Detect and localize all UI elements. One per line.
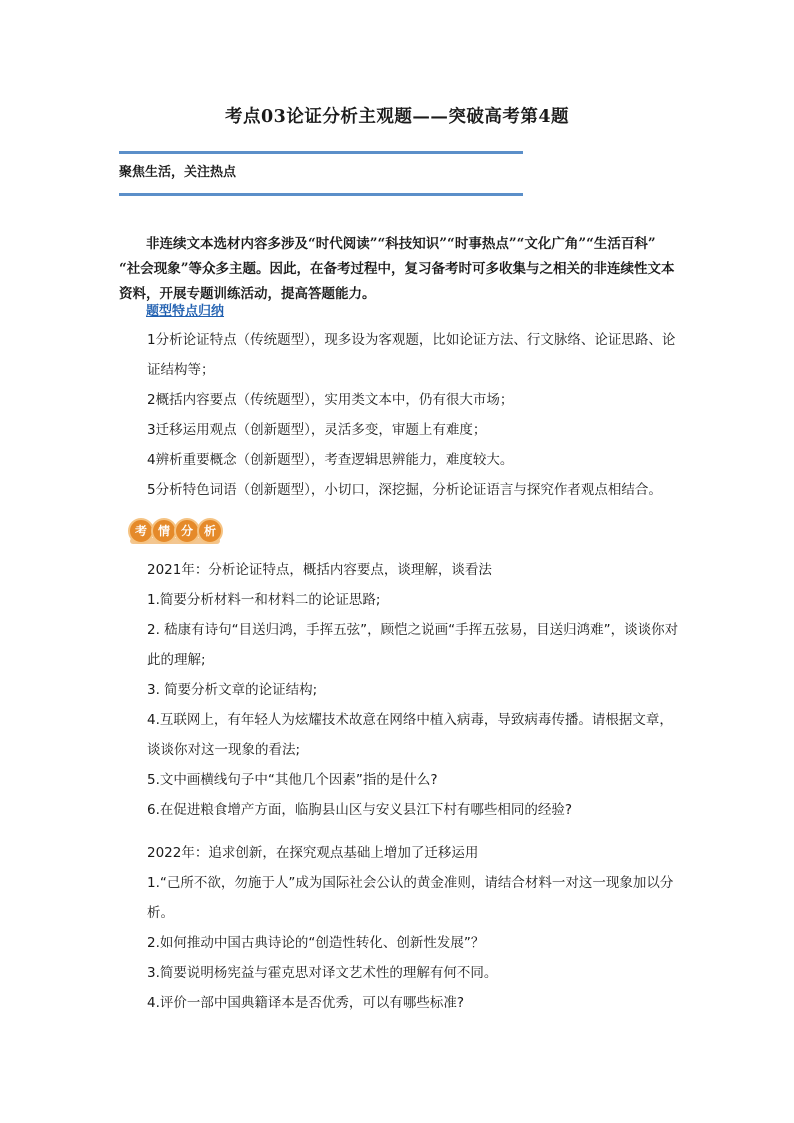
- badge-char: 析: [197, 518, 223, 544]
- bottom-divider: [119, 193, 523, 196]
- feature-item: 1分析论证特点（传统题型），现多设为客观题，比如论证方法、行文脉络、论证思路、论证结构等；: [147, 332, 676, 378]
- intro-paragraph: 非连续文本选材内容多涉及“时代阅读”“科技知识”“时事热点”“文化广角”“生活百科” “社会现象”等众多主题。因此，在备考过程中，复习备考时可多收集与之相关的非连续性文本资料，开展专题训练活动，提高答题能力。: [119, 236, 675, 302]
- badge-char: 考: [128, 518, 154, 544]
- year-heading-2021: 2021年：分析论证特点，概括内容要点，谈理解，谈看法: [147, 562, 492, 578]
- question-item: 1.简要分析材料一和材料二的论证思路;: [147, 592, 381, 608]
- features-list: [119, 325, 679, 505]
- question-item: 3. 简要分析文章的论证结构;: [147, 682, 318, 698]
- question-item: 2. 嵇康有诗句“目送归鸿，手挥五弦”，顾恺之说画“手挥五弦易，目送归鸿难”，谈谈你对此的理解;: [147, 622, 679, 668]
- section-2021: [119, 555, 679, 825]
- section-2022: [119, 838, 679, 1018]
- year-heading-2022: 2022年：追求创新，在探究观点基础上增加了迁移运用: [147, 845, 479, 861]
- exam-analysis-badge: [128, 516, 222, 546]
- question-item: 3.简要说明杨宪益与霍克思对译文艺术性的理解有何不同。: [147, 965, 498, 981]
- question-item: 2.如何推动中国古典诗论的“创造性转化、创新性发展”？: [147, 935, 485, 951]
- page-title: 考点03论证分析主观题——突破高考第4题: [224, 107, 570, 127]
- feature-item: 5分析特色词语（创新题型），小切口，深挖掘，分析论证语言与探究作者观点相结合。: [147, 482, 662, 498]
- question-item: 5.文中画横线句子中“其他几个因素”指的是什么?: [147, 772, 438, 788]
- feature-item: 3迁移运用观点（创新题型），灵活多变，审题上有难度；: [147, 422, 487, 438]
- section-label-question-features: 题型特点归纳: [146, 304, 225, 319]
- badge-char: 分: [174, 518, 200, 544]
- question-item: 4.互联网上，有年轻人为炫耀技术故意在网络中植入病毒，导致病毒传播。请根据文章，谈谈你对这一现象的看法;: [147, 712, 673, 758]
- feature-item: 2概括内容要点（传统题型），实用类文本中，仍有很大市场；: [147, 392, 514, 408]
- top-divider: [119, 151, 523, 154]
- focus-heading: 聚焦生活，关注热点: [119, 165, 237, 180]
- question-item: 4.评价一部中国典籍译本是否优秀，可以有哪些标准?: [147, 995, 465, 1011]
- question-item: 6.在促进粮食增产方面，临朐县山区与安义县江下村有哪些相同的经验?: [147, 802, 573, 818]
- feature-item: 4辨析重要概念（创新题型），考查逻辑思辨能力，难度较大。: [147, 452, 514, 468]
- badge-char: 情: [151, 518, 177, 544]
- question-item: 1.“己所不欲，勿施于人”成为国际社会公认的黄金准则，请结合材料一对这一现象加以分析。: [147, 875, 674, 921]
